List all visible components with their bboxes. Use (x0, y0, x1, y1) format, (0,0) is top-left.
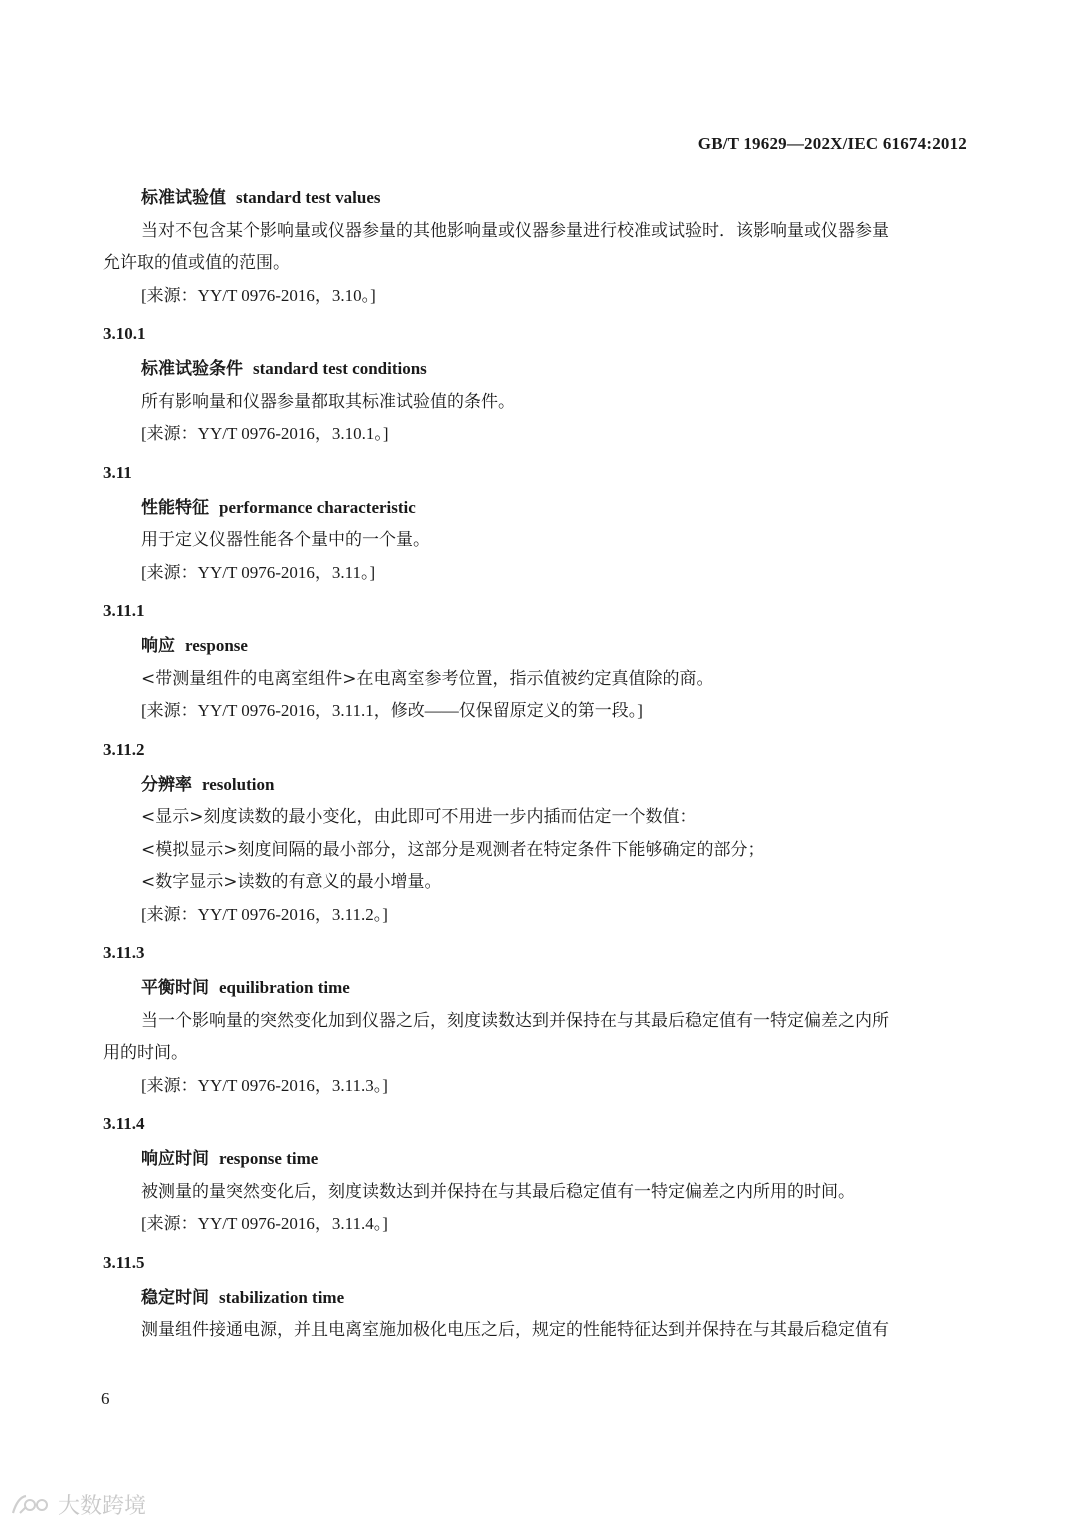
clause-number: 3.11 (103, 462, 132, 482)
definition-line: 用于定义仪器性能各个量中的一个量。 (141, 530, 430, 550)
term-heading (103, 1282, 979, 1315)
term-en: resolution (202, 774, 275, 794)
clause-number: 3.11.4 (103, 1114, 145, 1133)
term-en: equilibration time (219, 978, 350, 997)
source-citation: [来源：YY/T 0976-2016，3.11.4。] (141, 1214, 388, 1233)
definition-line: 当一个影响量的突然变化加到仪器之后，刻度读数达到并保持在与其最后稳定值有一特定偏差之内所 (141, 1010, 889, 1031)
clause-number: 3.11.1 (103, 601, 145, 620)
watermark-text: 大数跨境 (58, 1494, 147, 1519)
definition-line: 测量组件接通电源，并且电离室施加极化电压之后，规定的性能特征达到并保持在与其最后稳定值有 (141, 1320, 889, 1340)
watermark (10, 1489, 146, 1520)
definition-line: <显示>刻度读数的最小变化，由此即可不用进一步内插而估定一个数值： (141, 807, 697, 827)
term-heading (103, 353, 979, 386)
term-en: standard test conditions (253, 359, 427, 378)
term-zh: 性能特征 (141, 497, 209, 518)
document-header-id: GB/T 19629—202X/IEC 61674:2012 (697, 134, 967, 153)
source-citation: [来源：YY/T 0976-2016，3.11.3。] (141, 1075, 388, 1095)
term-zh: 稳定时间 (141, 1287, 209, 1308)
term-zh: 分辨率 (141, 774, 192, 795)
term-heading (103, 972, 979, 1005)
definition-line: <数字显示>读数的有意义的最小增量。 (141, 872, 442, 892)
term-heading (103, 492, 979, 525)
document-body (103, 182, 979, 1347)
clause-number: 3.11.5 (103, 1252, 145, 1272)
term-en: response (185, 636, 248, 655)
term-zh: 响应 (141, 636, 175, 656)
definition-line: 所有影响量和仪器参量都取其标准试验值的条件。 (141, 391, 515, 412)
definition-line: 用的时间。 (103, 1043, 188, 1063)
term-zh: 标准试验值 (141, 188, 226, 208)
page-number: 6 (101, 1389, 110, 1408)
definition-line: 当对不包含某个影响量或仪器参量的其他影响量或仪器参量进行校准或试验时．该影响量或仪器参量 (141, 220, 889, 241)
term-en: standard test values (236, 188, 381, 207)
clause-number: 3.11.3 (103, 943, 145, 962)
term-zh: 平衡时间 (141, 978, 209, 998)
source-citation: [来源：YY/T 0976-2016，3.10。] (141, 285, 376, 305)
term-en: stabilization time (219, 1287, 345, 1307)
term-heading (103, 1143, 979, 1176)
term-zh: 标准试验条件 (141, 359, 243, 379)
source-citation: [来源：YY/T 0976-2016，3.11.2。] (141, 904, 388, 924)
source-citation: [来源：YY/T 0976-2016，3.11.1，修改——仅保留原定义的第一段。] (141, 701, 643, 720)
definition-line: 被测量的量突然变化后，刻度读数达到并保持在与其最后稳定值有一特定偏差之内所用的时间。 (141, 1181, 855, 1202)
watermark-logo-icon (10, 1493, 54, 1517)
term-heading (103, 182, 979, 215)
definition-line: <带测量组件的电离室组件>在电离室参考位置，指示值被约定真值除的商。 (141, 668, 714, 689)
term-en: response time (219, 1149, 319, 1168)
term-heading (103, 769, 979, 802)
definition-line: 允许取的值或值的范围。 (103, 253, 290, 273)
clause-number: 3.11.2 (103, 739, 145, 759)
source-citation: [来源：YY/T 0976-2016，3.11。] (141, 562, 376, 582)
term-heading (103, 630, 979, 663)
term-zh: 响应时间 (141, 1149, 209, 1169)
clause-number: 3.10.1 (103, 324, 146, 343)
term-en: performance characteristic (219, 497, 416, 517)
definition-line: <模拟显示>刻度间隔的最小部分，这部分是观测者在特定条件下能够确定的部分； (141, 839, 765, 860)
source-citation: [来源：YY/T 0976-2016，3.10.1。] (141, 424, 389, 443)
